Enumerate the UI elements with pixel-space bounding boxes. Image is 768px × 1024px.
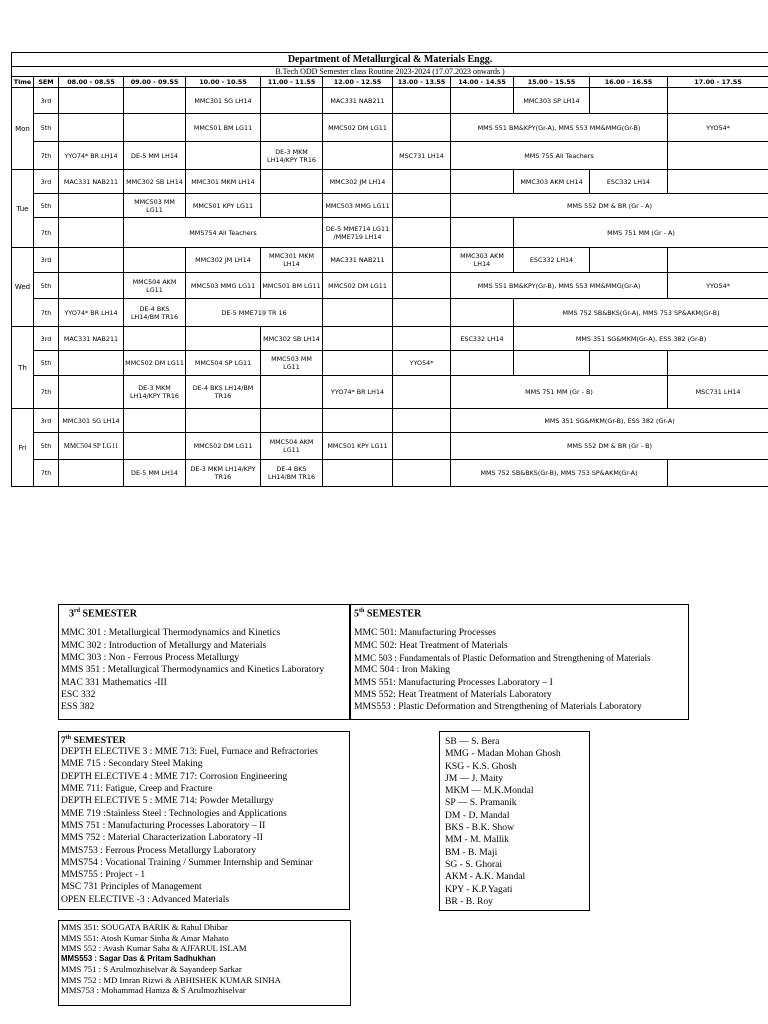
class-cell: YYO74* BR LH14 <box>59 299 124 327</box>
empty-cell <box>393 376 451 409</box>
class-cell: YYO54* <box>668 114 768 142</box>
header-slot: 17.00 - 17.55 <box>668 77 768 88</box>
sem-label: 5th <box>34 433 59 460</box>
course-line: MMS553 : Plastic Deformation and Strengthening of Materials Laboratory <box>354 701 642 713</box>
class-cell: MMC502 DM LG11 <box>323 114 393 142</box>
course-line: MME 711: Fatigue, Creep and Fracture <box>61 783 213 795</box>
sem-label: 5th <box>34 194 59 218</box>
teacher-line: BKS - B.K. Show <box>445 822 515 834</box>
class-cell: MMC302 SB LH14 <box>124 170 186 194</box>
class-cell: MMS 752 SB&BKS(Gr-B), MMS 753 SP&AKM(Gr-A) <box>451 460 668 487</box>
empty-cell <box>59 218 124 248</box>
header-slot: 14.00 - 14.55 <box>451 77 514 88</box>
class-cell: MMS 552 DM & BR (Gr - B) <box>451 433 768 460</box>
empty-cell <box>393 218 451 248</box>
empty-cell <box>668 351 768 376</box>
table-row <box>12 170 768 194</box>
sem-label: 3rd <box>34 248 59 273</box>
header-slot: 13.00 - 13.55 <box>393 77 451 88</box>
teacher-line: JM — J. Maity <box>445 772 504 784</box>
empty-cell <box>186 327 261 351</box>
sem-label: 7th <box>34 460 59 487</box>
table-row <box>12 460 768 487</box>
course-line: MMC 502: Heat Treatment of Materials <box>354 639 508 651</box>
class-cell: MMS 351 SG&MKM(Gr-B), ESS 382 (Gr-A) <box>451 409 768 433</box>
header-slot: 11.00 - 11.55 <box>261 77 323 88</box>
sem7-course-box <box>58 731 350 910</box>
class-cell: MMC502 DM LG11 <box>124 351 186 376</box>
table-row <box>12 142 768 170</box>
course-line: OPEN ELECTIVE -3 : Advanced Materials <box>61 893 230 905</box>
empty-cell <box>590 351 668 376</box>
class-cell: MMC301 SG LH14 <box>59 409 124 433</box>
empty-cell <box>261 170 323 194</box>
empty-cell <box>393 170 451 194</box>
empty-cell <box>124 433 186 460</box>
sem-label: 3rd <box>34 170 59 194</box>
header-slot: 12.00 - 12.55 <box>323 77 393 88</box>
empty-cell <box>393 273 451 299</box>
class-cell: MMC501 BM LG11 <box>261 273 323 299</box>
course-line: MMC 302 : Introduction of Metallurgy and Materials <box>61 639 267 651</box>
empty-cell <box>323 327 393 351</box>
teacher-line: BM - B. Maji <box>445 846 498 858</box>
class-cell: YYO54* <box>668 273 768 299</box>
table-row <box>12 218 768 248</box>
class-cell: MMC303 AKM LH14 <box>451 248 514 273</box>
empty-cell <box>393 299 451 327</box>
empty-cell <box>323 299 393 327</box>
class-cell: MMC504 AKM LG11 <box>261 433 323 460</box>
class-cell: MMC301 SG LH14 <box>186 88 261 114</box>
teacher-line: MM - M. Mallik <box>445 834 509 846</box>
class-cell: MAC331 NAB211 <box>59 170 124 194</box>
class-cell: MMC501 KPY LG11 <box>323 433 393 460</box>
empty-cell <box>59 376 124 409</box>
empty-cell <box>393 88 451 114</box>
sem7-heading: 7th SEMESTER <box>61 735 126 747</box>
day-label: Fri <box>12 409 34 487</box>
course-line: MMC 301 : Metallurgical Thermodynamics and Kinetics <box>61 627 281 639</box>
class-cell: MMC301 MKM LH14 <box>186 170 261 194</box>
class-cell: MMC504 SP LG11 <box>59 433 124 460</box>
empty-cell <box>393 194 451 218</box>
class-routine-table <box>11 52 768 487</box>
day-label: Tue <box>12 170 34 248</box>
empty-cell <box>186 142 261 170</box>
teacher-line: AKM - A.K. Mandal <box>445 871 526 883</box>
table-row <box>12 194 768 218</box>
teacher-line: DM - D. Mandal <box>445 809 510 821</box>
empty-cell <box>124 409 186 433</box>
routine-title: Department of Metallurgical & Materials Engg. <box>12 53 768 67</box>
class-cell: MMC501 BM LG11 <box>186 114 261 142</box>
header-slot: 08.00 - 08.55 <box>59 77 124 88</box>
routine-subtitle: B.Tech ODD Semester class Routine 2023-2024 (17.07.2023 onwards ) <box>12 67 768 77</box>
course-line: MSC 731 Principles of Management <box>61 881 202 893</box>
table-row <box>12 114 768 142</box>
course-line: MAC 331 Mathematics -III <box>61 676 167 688</box>
course-line: MMS 551: Manufacturing Processes Laboratory – I <box>354 676 553 688</box>
teacher-line: BR - B. Roy <box>445 895 493 907</box>
teacher-line: KSG - K.S. Ghosh <box>445 760 517 772</box>
class-cell: MMC303 SP LH14 <box>514 88 590 114</box>
sem-label: 5th <box>34 273 59 299</box>
empty-cell <box>393 248 451 273</box>
empty-cell <box>451 170 514 194</box>
empty-cell <box>124 114 186 142</box>
class-cell: MMS 751 MM (Gr - B) <box>451 376 668 409</box>
class-cell: MMC302 JM LH14 <box>323 170 393 194</box>
empty-cell <box>124 327 186 351</box>
day-label: Th <box>12 327 34 409</box>
empty-cell <box>590 88 668 114</box>
empty-cell <box>668 460 768 487</box>
table-row <box>12 376 768 409</box>
class-cell: MMC503 MM LG11 <box>124 194 186 218</box>
empty-cell <box>261 194 323 218</box>
class-cell: MMC504 AKM LG11 <box>124 273 186 299</box>
sem-label: 5th <box>34 351 59 376</box>
lab-line: MMS 551: Atosh Kumar Sinha & Amar Mahato <box>61 932 229 943</box>
course-line: DEPTH ELECTIVE 5 : MME 714: Powder Metallurgy <box>61 795 274 807</box>
table-row <box>12 273 768 299</box>
class-cell: MMS 351 SG&MKM(Gr-A), ESS 382 (Gr-B) <box>514 327 768 351</box>
empty-cell <box>514 351 590 376</box>
class-cell: DE-4 BKS LH14/BM TR16 <box>186 376 261 409</box>
table-row <box>12 351 768 376</box>
lab-line: MMS753 : Mohammad Hamza & S Arulmozhiselvar <box>61 985 246 995</box>
empty-cell <box>668 248 768 273</box>
teacher-line: MKM — M.K.Mondal <box>445 785 534 797</box>
empty-cell <box>261 376 323 409</box>
lab-line: MMS 552 : Avash Kumar Saha & AJFARUL ISLAM <box>61 943 247 953</box>
class-cell: MMC504 SP LG11 <box>186 351 261 376</box>
sem-label: 3rd <box>34 327 59 351</box>
class-cell: MMC303 AKM LH14 <box>514 170 590 194</box>
course-line: ESS 382 <box>61 701 95 713</box>
class-cell: YYO54* <box>393 351 451 376</box>
class-cell: DE-4 BKS LH14/BM TR16 <box>124 299 186 327</box>
empty-cell <box>451 351 514 376</box>
class-cell: ESC332 LH14 <box>451 327 514 351</box>
lab-line: MMS553 : Sagar Das & Pritam Sadhukhan <box>61 953 216 963</box>
empty-cell <box>393 114 451 142</box>
course-line: MMS753 : Ferrous Process Metallurgy Laboratory <box>61 844 257 856</box>
teacher-line: MMG - Madan Mohan Ghosh <box>445 748 561 760</box>
course-line: MMS 351 : Metallurgical Thermodynamics and Kinetics Laboratory <box>61 664 325 676</box>
empty-cell <box>59 460 124 487</box>
empty-cell <box>59 194 124 218</box>
class-cell: MSC731 LH14 <box>393 142 451 170</box>
class-cell: DE-5 MM LH14 <box>124 142 186 170</box>
empty-cell <box>323 351 393 376</box>
class-cell: DE-5 MM LH14 <box>124 460 186 487</box>
class-cell: YYO74* BR LH14 <box>323 376 393 409</box>
class-cell: DE-4 BKS LH14/BM TR16 <box>261 460 323 487</box>
header-slot: 10.00 - 10.55 <box>186 77 261 88</box>
table-row <box>12 433 768 460</box>
header-time: Time <box>12 77 34 88</box>
day-label: Wed <box>12 248 34 327</box>
sem5-heading: 5th SEMESTER <box>354 608 422 620</box>
class-cell: MMC502 DM LG11 <box>186 433 261 460</box>
class-cell: MMS 752 SB&BKS(Gr-A), MMS 753 SP&AKM(Gr-B) <box>514 299 768 327</box>
class-cell: MAC331 NAB211 <box>323 248 393 273</box>
empty-cell <box>451 218 514 248</box>
sem-label: 7th <box>34 299 59 327</box>
class-cell: MMS 551 BM&KPY(Gr-A), MMS 553 MM&MMG(Gr-B) <box>451 114 668 142</box>
empty-cell <box>451 88 514 114</box>
empty-cell <box>668 88 768 114</box>
class-cell: MMS 551 BM&KPY(Gr-B), MMS 553 MM&MMG(Gr-A) <box>451 273 668 299</box>
sem-label: 3rd <box>34 88 59 114</box>
sem-label: 7th <box>34 376 59 409</box>
class-cell: MMC503 MMG LG11 <box>186 273 261 299</box>
class-cell: DE-5 MME719 TR 16 <box>186 299 323 327</box>
class-cell: ESC332 LH14 <box>514 248 590 273</box>
course-line: DEPTH ELECTIVE 3 : MME 713: Fuel, Furnace and Refractories <box>61 746 318 758</box>
sem-label: 7th <box>34 218 59 248</box>
sem-label: 7th <box>34 142 59 170</box>
empty-cell <box>59 273 124 299</box>
empty-cell <box>124 88 186 114</box>
empty-cell <box>393 433 451 460</box>
class-cell: MMC302 SB LH14 <box>261 327 323 351</box>
teacher-line: SP — S. Pramanik <box>445 797 517 809</box>
empty-cell <box>124 248 186 273</box>
course-line: MMC 303 : Non - Ferrous Process Metallurgy <box>61 651 240 663</box>
class-cell: ESC332 LH14 <box>590 170 668 194</box>
teacher-line: KPY - K.P.Yagati <box>445 883 513 895</box>
class-cell: MMS 552 DM & BR (Gr - A) <box>451 194 768 218</box>
header-row <box>12 77 768 88</box>
course-line: MMC 504 : Iron Making <box>354 664 450 676</box>
lab-line: MMS 351: SOUGATA BARIK & Rahul Dhibar <box>61 922 228 932</box>
course-line: MME 719 :Stainless Steel : Technologies and Applications <box>61 807 287 819</box>
class-cell: MMS 751 MM (Gr - A) <box>514 218 768 248</box>
class-cell: DE-5 MME714 LG11 /MME719 LH14 <box>323 218 393 248</box>
course-line: MMS755 : Project - 1 <box>61 869 146 881</box>
empty-cell <box>393 327 451 351</box>
course-line: MMS 552: Heat Treatment of Materials Laboratory <box>354 688 552 700</box>
empty-cell <box>451 299 514 327</box>
empty-cell <box>59 88 124 114</box>
empty-cell <box>323 142 393 170</box>
course-line: MMS754 : Vocational Training / Summer Internship and Seminar <box>61 856 313 868</box>
class-cell: DE-3 MKM LH14/KPY TR16 <box>261 142 323 170</box>
empty-cell <box>323 460 393 487</box>
empty-cell <box>261 88 323 114</box>
class-cell: MSC731 LH14 <box>668 376 768 409</box>
empty-cell <box>393 409 451 433</box>
class-cell: MMC503 MMG LG11 <box>323 194 393 218</box>
class-cell: MAC331 NAB211 <box>323 88 393 114</box>
empty-cell <box>59 248 124 273</box>
empty-cell <box>668 170 768 194</box>
day-label: Mon <box>12 88 34 170</box>
teacher-line: SB — S. Bera <box>445 736 500 747</box>
sem3-heading: 3rd SEMESTER <box>69 608 137 620</box>
class-cell: DE-3 MKM LH14/KPY TR16 <box>124 376 186 409</box>
empty-cell <box>590 248 668 273</box>
class-cell: MMS 755 All Teachers <box>451 142 668 170</box>
header-slot: 16.00 - 16.55 <box>590 77 668 88</box>
empty-cell <box>668 142 768 170</box>
table-row <box>12 327 768 351</box>
header-slot: 09.00 - 09.55 <box>124 77 186 88</box>
lab-line: MMS 751 : S Arulmozhiselvar & Sayandeep Sarkar <box>61 964 242 974</box>
teacher-abbreviation-box <box>439 731 590 911</box>
course-line: ESC 332 <box>61 688 96 700</box>
course-line: MMC 501: Manufacturing Processes <box>354 627 497 639</box>
empty-cell <box>393 460 451 487</box>
lab-assistant-box <box>58 920 351 1006</box>
course-line: MMC 503 : Fundamentals of Plastic Deformation and Strengthening of Materials <box>354 652 651 663</box>
table-row <box>12 248 768 273</box>
sem-label: 5th <box>34 114 59 142</box>
class-cell: MMC502 DM LG11 <box>323 273 393 299</box>
course-line: MMS 752 : Material Characterization Laboratory -II <box>61 832 263 844</box>
empty-cell <box>186 409 261 433</box>
header-slot: 15.00 - 15.55 <box>514 77 590 88</box>
table-row <box>12 299 768 327</box>
sem-label: 3rd <box>34 409 59 433</box>
empty-cell <box>261 409 323 433</box>
lab-line: MMS 752 : MD Imran Rizwi & ABHISHEK KUMAR SINHA <box>61 974 281 985</box>
class-cell: MMS754 All Teachers <box>124 218 323 248</box>
empty-cell <box>323 409 393 433</box>
class-cell: MMC503 MM LG11 <box>261 351 323 376</box>
class-cell: MMC301 MKM LH14 <box>261 248 323 273</box>
course-line: DEPTH ELECTIVE 4 : MME 717: Corrosion Engineering <box>61 770 288 782</box>
class-cell: DE-3 MKM LH14/KPY TR16 <box>186 460 261 487</box>
empty-cell <box>59 114 124 142</box>
empty-cell <box>261 114 323 142</box>
table-row <box>12 409 768 433</box>
sem5-course-box <box>350 604 689 720</box>
class-cell: MAC331 NAB211 <box>59 327 124 351</box>
empty-cell <box>59 351 124 376</box>
course-line: MMS 751 : Manufacturing Processes Laboratory – II <box>61 819 266 831</box>
sem3-course-box <box>58 604 350 720</box>
header-sem: SEM <box>34 77 59 88</box>
class-cell: MMC302 JM LH14 <box>186 248 261 273</box>
course-line: MME 715 : Secondary Steel Making <box>61 758 203 770</box>
class-cell: MMC501 KPY LG11 <box>186 194 261 218</box>
teacher-line: SG - S. Ghorai <box>445 858 503 870</box>
table-row <box>12 88 768 114</box>
class-cell: YYO74* BR LH14 <box>59 142 124 170</box>
